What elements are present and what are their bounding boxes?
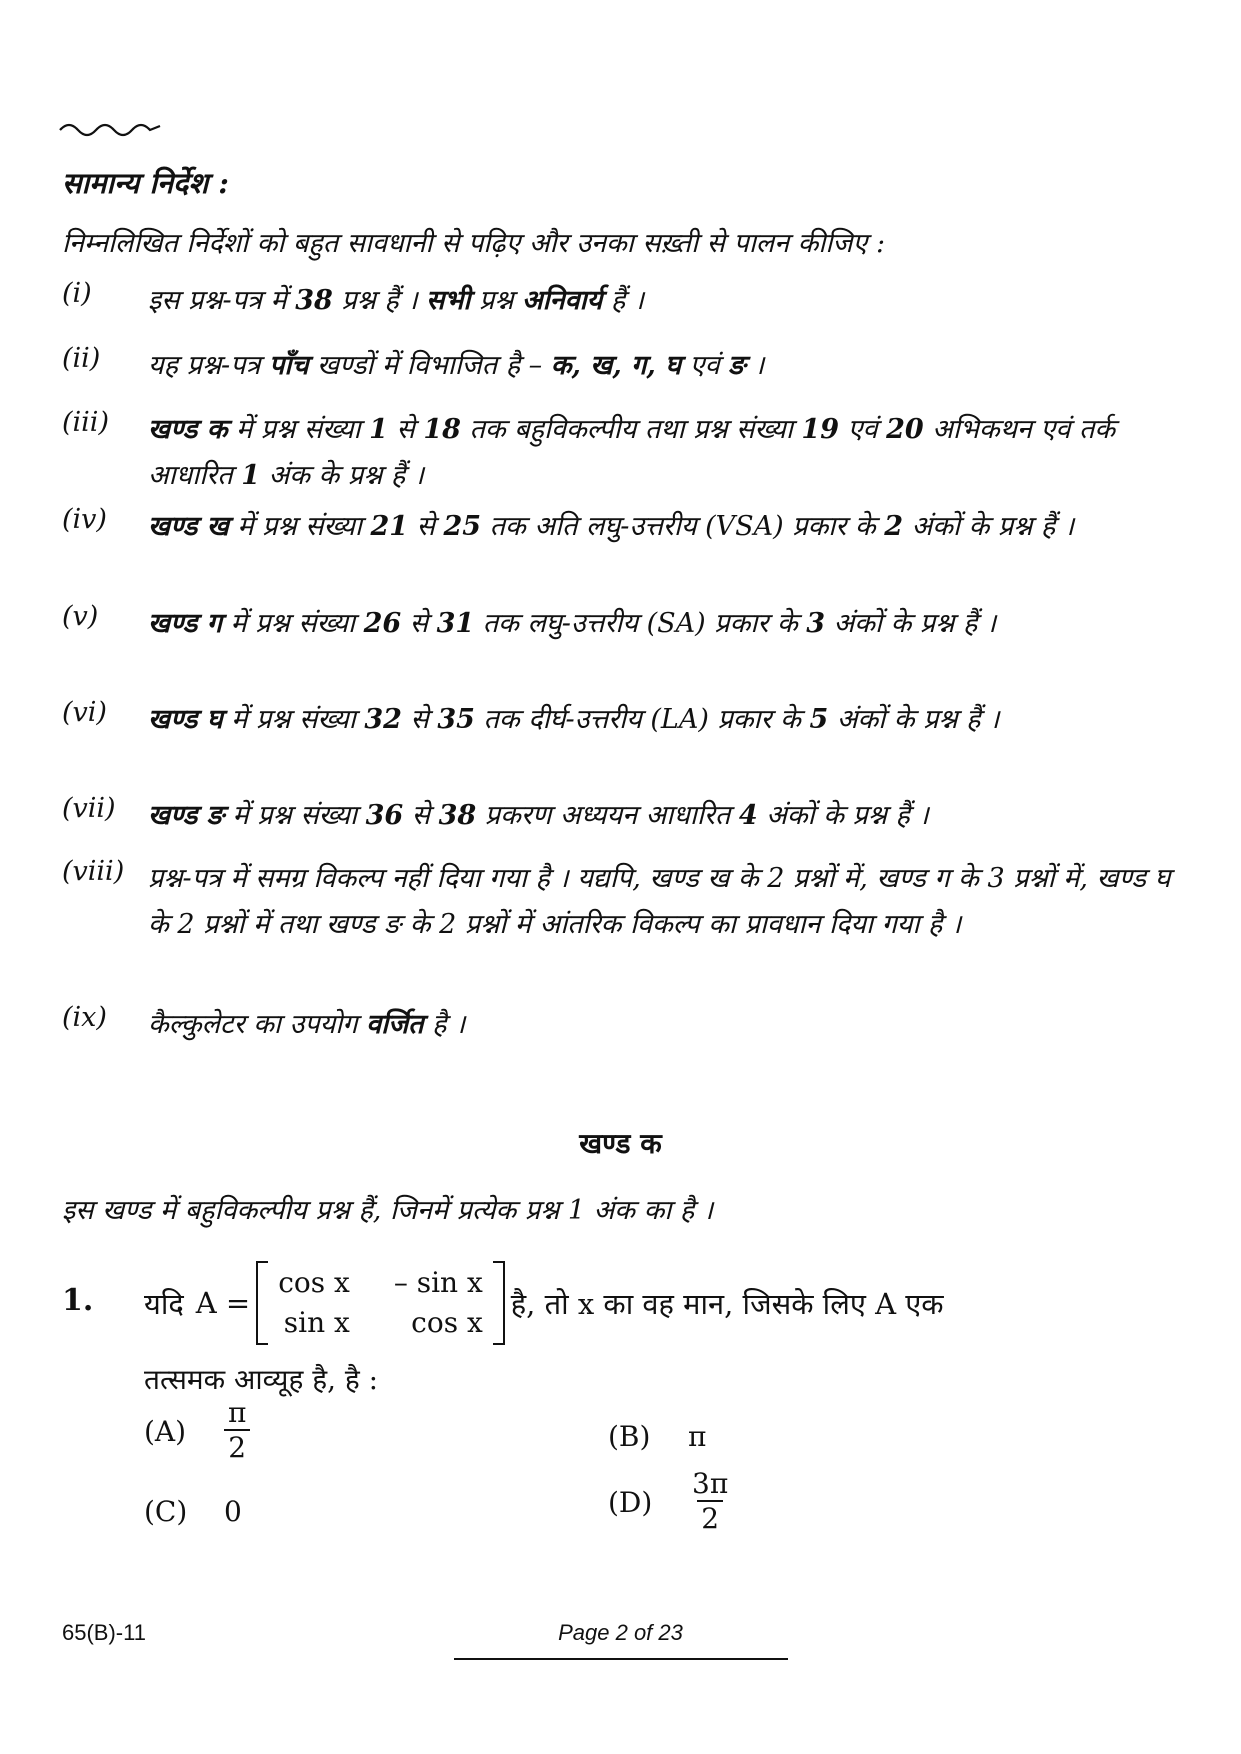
instruction-emphasis: 1 xyxy=(369,414,388,445)
matrix-A xyxy=(256,1261,505,1345)
footer-rule xyxy=(454,1658,788,1660)
instructions-intro: निम्नलिखित निर्देशों को बहुत सावधानी से पढ़िए और उनका सख़्ती से पालन कीजिए : xyxy=(62,228,886,259)
instruction-item xyxy=(62,278,1182,324)
paper-code: 65(B)-11 xyxy=(62,1620,146,1645)
matrix-cell: cos x xyxy=(411,1306,483,1339)
instruction-segment: प्रश्न हैं । xyxy=(332,285,427,316)
instruction-number: (vii) xyxy=(62,793,116,824)
instruction-number: (i) xyxy=(62,278,92,309)
option-a-fraction xyxy=(224,1397,250,1465)
option-a xyxy=(144,1397,250,1465)
instruction-segment: से xyxy=(401,608,437,639)
instruction-text xyxy=(148,1002,1182,1048)
instruction-segment: इस प्रश्न-पत्र में xyxy=(148,285,296,316)
instruction-number: (iv) xyxy=(62,504,107,535)
question-prefix: यदि xyxy=(144,1286,184,1321)
instruction-emphasis: खण्ड क xyxy=(148,414,228,445)
instruction-emphasis: सभी xyxy=(426,285,471,316)
option-d-numerator: 3π xyxy=(692,1467,729,1500)
instruction-emphasis: 4 xyxy=(738,800,758,831)
instruction-emphasis: खण्ड ग xyxy=(148,608,222,639)
instruction-segment: तक लघु-उत्तरीय (SA) प्रकार के xyxy=(474,608,807,639)
instruction-segment: अंकों के प्रश्न हैं । xyxy=(828,704,1000,735)
instruction-segment: में प्रश्न संख्या xyxy=(223,800,366,831)
instruction-text xyxy=(148,793,1182,839)
instruction-emphasis: अनिवार्य xyxy=(522,285,603,316)
instruction-segment: । xyxy=(745,350,765,381)
general-instructions-heading: सामान्य निर्देश : xyxy=(62,166,229,200)
option-b-value: π xyxy=(688,1420,707,1453)
instruction-emphasis: 38 xyxy=(438,800,477,831)
instruction-segment: कैल्कुलेटर का उपयोग xyxy=(148,1009,367,1040)
option-c xyxy=(144,1495,242,1528)
instruction-item xyxy=(62,1002,1182,1048)
question-suffix: है, तो x का वह मान, जिसके लिए A एक xyxy=(510,1286,944,1321)
instruction-item xyxy=(62,697,1182,743)
instruction-emphasis: 20 xyxy=(886,414,924,445)
instruction-emphasis: 35 xyxy=(437,704,475,735)
instruction-emphasis: 31 xyxy=(436,608,475,639)
option-c-label: (C) xyxy=(144,1495,188,1528)
option-a-label: (A) xyxy=(144,1414,187,1448)
instruction-number: (v) xyxy=(62,601,99,632)
section-title: खण्ड क xyxy=(579,1127,662,1160)
instruction-number: (ii) xyxy=(62,343,101,374)
instruction-emphasis: 25 xyxy=(443,511,482,542)
instruction-item xyxy=(62,793,1182,839)
instruction-segment: अंकों के प्रश्न हैं । xyxy=(903,511,1075,542)
instruction-number: (viii) xyxy=(62,856,125,887)
question-number: 1. xyxy=(62,1283,94,1318)
matrix-cell: cos x xyxy=(278,1266,350,1299)
instruction-segment: प्रकरण अध्ययन आधारित xyxy=(476,800,739,831)
instruction-emphasis: ङ xyxy=(728,350,746,381)
instruction-segment: तक अति लघु-उत्तरीय (VSA) प्रकार के xyxy=(481,511,885,542)
page-number: Page 2 of 23 xyxy=(558,1620,683,1645)
instruction-segment: प्रश्न-पत्र में समग्र विकल्प नहीं दिया गया है । यद्यपि, खण्ड ख के 2 प्रश्नों में, खण्ड ग के 3 प्रश्नों में, खण्ड घ के 2 प्रश्नों में तथा खण्ड ङ के 2 प्रश्नों में आंतरिक विकल्प का प्रावधान दिया गया है । xyxy=(148,863,1180,940)
wave-ornament xyxy=(58,118,163,138)
option-b-label: (B) xyxy=(608,1420,651,1453)
instruction-number: (iii) xyxy=(62,407,109,438)
instruction-segment: से xyxy=(401,704,438,735)
instruction-text xyxy=(148,278,1182,324)
instruction-segment: से xyxy=(387,414,424,445)
instruction-number: (vi) xyxy=(62,697,107,728)
instruction-emphasis: 5 xyxy=(809,704,829,735)
instruction-item xyxy=(62,856,1182,948)
instruction-emphasis: वर्जित xyxy=(366,1009,424,1040)
option-c-value: 0 xyxy=(224,1495,242,1528)
instruction-text xyxy=(148,504,1182,550)
instruction-segment: अंक के प्रश्न हैं । xyxy=(260,460,425,491)
instruction-emphasis: 21 xyxy=(370,511,409,542)
instruction-emphasis: 2 xyxy=(884,511,904,542)
instruction-emphasis: 36 xyxy=(365,800,404,831)
instruction-item xyxy=(62,407,1182,499)
option-d-denominator: 2 xyxy=(697,1500,723,1536)
instruction-text xyxy=(148,601,1182,647)
instruction-emphasis: खण्ड ङ xyxy=(148,800,224,831)
option-d-fraction xyxy=(688,1468,732,1536)
matrix-cell: – sin x xyxy=(393,1266,483,1299)
instruction-text xyxy=(148,856,1182,948)
instruction-segment: एवं xyxy=(839,414,887,445)
instruction-segment: अभिकथन एवं तर्क आधारित xyxy=(148,414,1124,491)
question-line-2: तत्समक आव्यूह है, है : xyxy=(144,1363,379,1396)
matrix-cell: sin x xyxy=(283,1306,350,1339)
matrix-lhs: A = xyxy=(195,1286,251,1320)
instruction-segment: खण्डों में विभाजित है – xyxy=(308,350,551,381)
matrix-left-bracket xyxy=(256,1261,268,1345)
instruction-segment: में प्रश्न संख्या xyxy=(227,414,370,445)
instruction-segment: से xyxy=(403,800,439,831)
instruction-item xyxy=(62,504,1182,550)
instruction-segment: में प्रश्न संख्या xyxy=(228,511,371,542)
option-a-numerator: π xyxy=(228,1396,247,1429)
instruction-emphasis: 19 xyxy=(801,414,839,445)
instruction-item xyxy=(62,343,1182,389)
instruction-emphasis: 32 xyxy=(364,704,402,735)
instruction-emphasis: 18 xyxy=(423,414,461,445)
instruction-segment: अंकों के प्रश्न हैं । xyxy=(757,800,929,831)
instruction-text xyxy=(148,407,1182,499)
instruction-segment: एवं xyxy=(681,350,729,381)
instruction-emphasis: खण्ड ख xyxy=(148,511,229,542)
instruction-emphasis: पाँच xyxy=(268,350,309,381)
option-d-label: (D) xyxy=(608,1485,653,1519)
instruction-segment: में प्रश्न संख्या xyxy=(221,608,364,639)
option-b xyxy=(608,1420,706,1453)
instruction-emphasis: क, ख, ग, घ xyxy=(550,350,682,381)
instruction-segment: यह प्रश्न-पत्र xyxy=(148,350,269,381)
instruction-segment: है । xyxy=(423,1009,466,1040)
instruction-item xyxy=(62,601,1182,647)
instruction-segment: तक बहुविकल्पीय तथा प्रश्न संख्या xyxy=(460,414,802,445)
instruction-number: (ix) xyxy=(62,1002,107,1033)
instruction-emphasis: 3 xyxy=(806,608,826,639)
instruction-emphasis: 1 xyxy=(241,460,260,491)
section-description: इस खण्ड में बहुविकल्पीय प्रश्न हैं, जिनमें प्रत्येक प्रश्न 1 अंक का है । xyxy=(62,1195,714,1226)
instruction-text xyxy=(148,343,1182,389)
instruction-segment: हैं । xyxy=(602,285,645,316)
instruction-emphasis: 26 xyxy=(363,608,402,639)
instruction-segment: तक दीर्घ-उत्तरीय (LA) प्रकार के xyxy=(474,704,810,735)
instruction-emphasis: 38 xyxy=(295,285,333,316)
instruction-text xyxy=(148,697,1182,743)
instruction-segment: में प्रश्न संख्या xyxy=(222,704,365,735)
instruction-emphasis: खण्ड घ xyxy=(148,704,223,735)
option-d xyxy=(608,1468,732,1536)
instruction-segment: प्रश्न xyxy=(470,285,523,316)
matrix-right-bracket xyxy=(493,1261,505,1345)
question-line-1 xyxy=(144,1258,944,1348)
option-a-denominator: 2 xyxy=(224,1429,250,1465)
instruction-segment: अंकों के प्रश्न हैं । xyxy=(825,608,997,639)
instruction-segment: से xyxy=(408,511,444,542)
